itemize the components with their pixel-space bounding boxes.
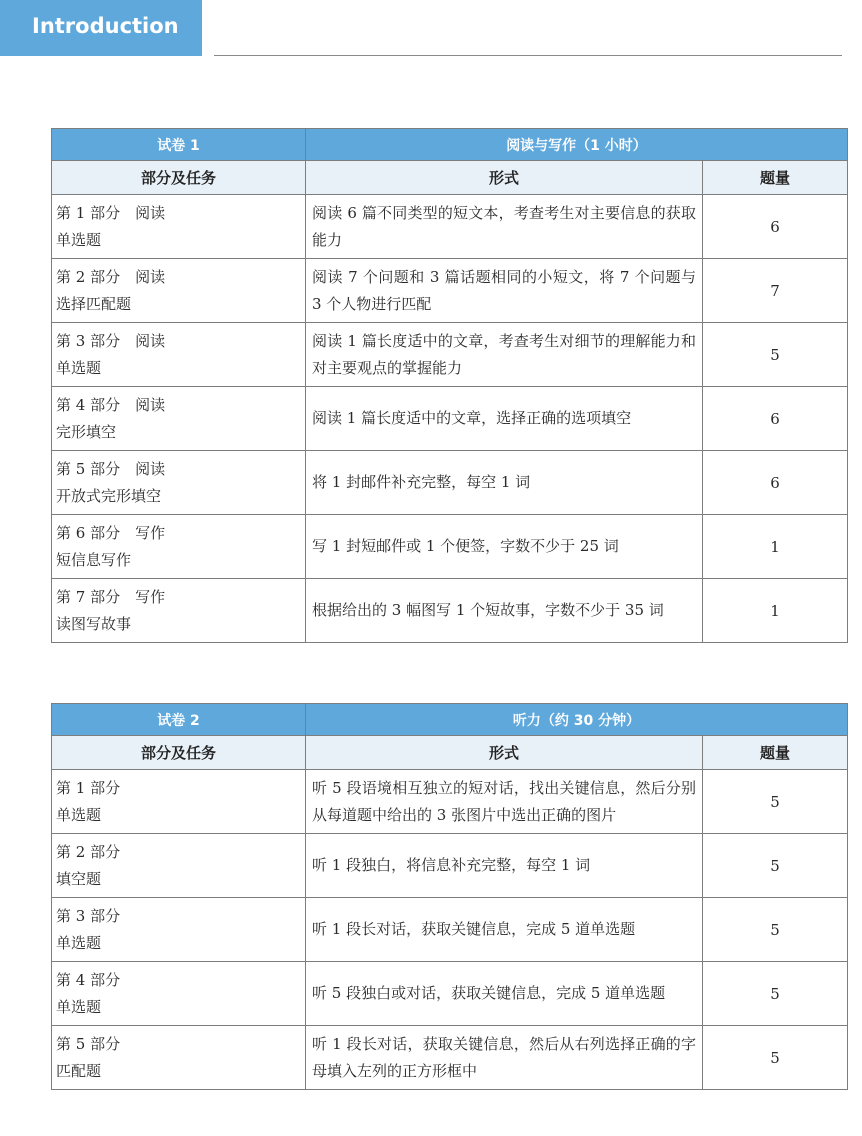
paper2-subtitle: 听力（约 30 分钟） [306, 704, 848, 736]
paper1-header-row [52, 161, 848, 195]
column-header-format: 形式 [306, 736, 703, 770]
part-cell [52, 1026, 306, 1090]
part-label: 第 4 部分 [56, 970, 121, 989]
part-cell [52, 451, 306, 515]
table-row [52, 770, 848, 834]
task-label: 开放式完形填空 [56, 486, 162, 505]
table-row [52, 515, 848, 579]
count-cell: 7 [703, 259, 848, 323]
part-cell [52, 770, 306, 834]
part-cell [52, 834, 306, 898]
count-cell: 1 [703, 515, 848, 579]
format-cell: 听 1 段长对话，获取关键信息，然后从右列选择正确的字母填入左列的正方形框中 [306, 1026, 703, 1090]
table-row [52, 259, 848, 323]
part-label: 第 1 部分 [56, 778, 121, 797]
count-cell: 6 [703, 387, 848, 451]
count-cell: 5 [703, 898, 848, 962]
section-tab [0, 0, 202, 56]
format-cell: 阅读 6 篇不同类型的短文本，考查考生对主要信息的获取能力 [306, 195, 703, 259]
task-label: 完形填空 [56, 422, 117, 441]
table-row [52, 195, 848, 259]
count-cell: 1 [703, 579, 848, 643]
task-label: 读图写故事 [56, 614, 132, 633]
part-label: 第 1 部分 阅读 [56, 203, 166, 222]
format-cell: 听 5 段独白或对话，获取关键信息，完成 5 道单选题 [306, 962, 703, 1026]
table-row [52, 579, 848, 643]
format-cell: 根据给出的 3 幅图写 1 个短故事，字数不少于 35 词 [306, 579, 703, 643]
part-cell [52, 962, 306, 1026]
format-cell: 听 5 段语境相互独立的短对话，找出关键信息，然后分别从每道题中给出的 3 张图片中选出正确的图片 [306, 770, 703, 834]
header-divider [214, 55, 842, 56]
part-label: 第 2 部分 [56, 842, 121, 861]
table-row [52, 962, 848, 1026]
format-cell: 听 1 段独白，将信息补充完整，每空 1 词 [306, 834, 703, 898]
task-label: 匹配题 [56, 1061, 102, 1080]
part-label: 第 5 部分 [56, 1034, 121, 1053]
count-cell: 6 [703, 195, 848, 259]
format-cell: 阅读 7 个问题和 3 篇话题相同的小短文，将 7 个问题与 3 个人物进行匹配 [306, 259, 703, 323]
format-cell: 将 1 封邮件补充完整，每空 1 词 [306, 451, 703, 515]
part-cell [52, 898, 306, 962]
part-cell [52, 515, 306, 579]
column-header-part: 部分及任务 [52, 161, 306, 195]
part-cell [52, 195, 306, 259]
column-header-count: 题量 [703, 161, 848, 195]
part-label: 第 6 部分 写作 [56, 523, 166, 542]
count-cell: 5 [703, 770, 848, 834]
paper1-title-row [52, 129, 848, 161]
column-header-part: 部分及任务 [52, 736, 306, 770]
paper2-title: 试卷 2 [52, 704, 306, 736]
table-row [52, 1026, 848, 1090]
task-label: 单选题 [56, 933, 102, 952]
part-cell [52, 259, 306, 323]
format-cell: 阅读 1 篇长度适中的文章，选择正确的选项填空 [306, 387, 703, 451]
column-header-count: 题量 [703, 736, 848, 770]
column-header-format: 形式 [306, 161, 703, 195]
table-row [52, 898, 848, 962]
task-label: 单选题 [56, 358, 102, 377]
task-label: 短信息写作 [56, 550, 132, 569]
count-cell: 5 [703, 1026, 848, 1090]
task-label: 选择匹配题 [56, 294, 132, 313]
format-cell: 听 1 段长对话，获取关键信息，完成 5 道单选题 [306, 898, 703, 962]
table-row [52, 451, 848, 515]
paper1-table [51, 128, 848, 643]
task-label: 单选题 [56, 230, 102, 249]
part-cell [52, 387, 306, 451]
table-row [52, 323, 848, 387]
part-label: 第 3 部分 [56, 906, 121, 925]
part-cell [52, 323, 306, 387]
paper2-title-row [52, 704, 848, 736]
count-cell: 5 [703, 834, 848, 898]
table-row [52, 387, 848, 451]
paper1-title: 试卷 1 [52, 129, 306, 161]
part-label: 第 5 部分 阅读 [56, 459, 166, 478]
paper1-subtitle: 阅读与写作（1 小时） [306, 129, 848, 161]
format-cell: 阅读 1 篇长度适中的文章，考查考生对细节的理解能力和对主要观点的掌握能力 [306, 323, 703, 387]
task-label: 单选题 [56, 997, 102, 1016]
count-cell: 6 [703, 451, 848, 515]
task-label: 填空题 [56, 869, 102, 888]
table-row [52, 834, 848, 898]
part-label: 第 7 部分 写作 [56, 587, 166, 606]
count-cell: 5 [703, 962, 848, 1026]
paper2-header-row [52, 736, 848, 770]
part-label: 第 3 部分 阅读 [56, 331, 166, 350]
part-label: 第 2 部分 阅读 [56, 267, 166, 286]
part-label: 第 4 部分 阅读 [56, 395, 166, 414]
section-title: Introduction [32, 14, 179, 38]
paper2-table [51, 703, 848, 1090]
part-cell [52, 579, 306, 643]
count-cell: 5 [703, 323, 848, 387]
task-label: 单选题 [56, 805, 102, 824]
format-cell: 写 1 封短邮件或 1 个便签，字数不少于 25 词 [306, 515, 703, 579]
